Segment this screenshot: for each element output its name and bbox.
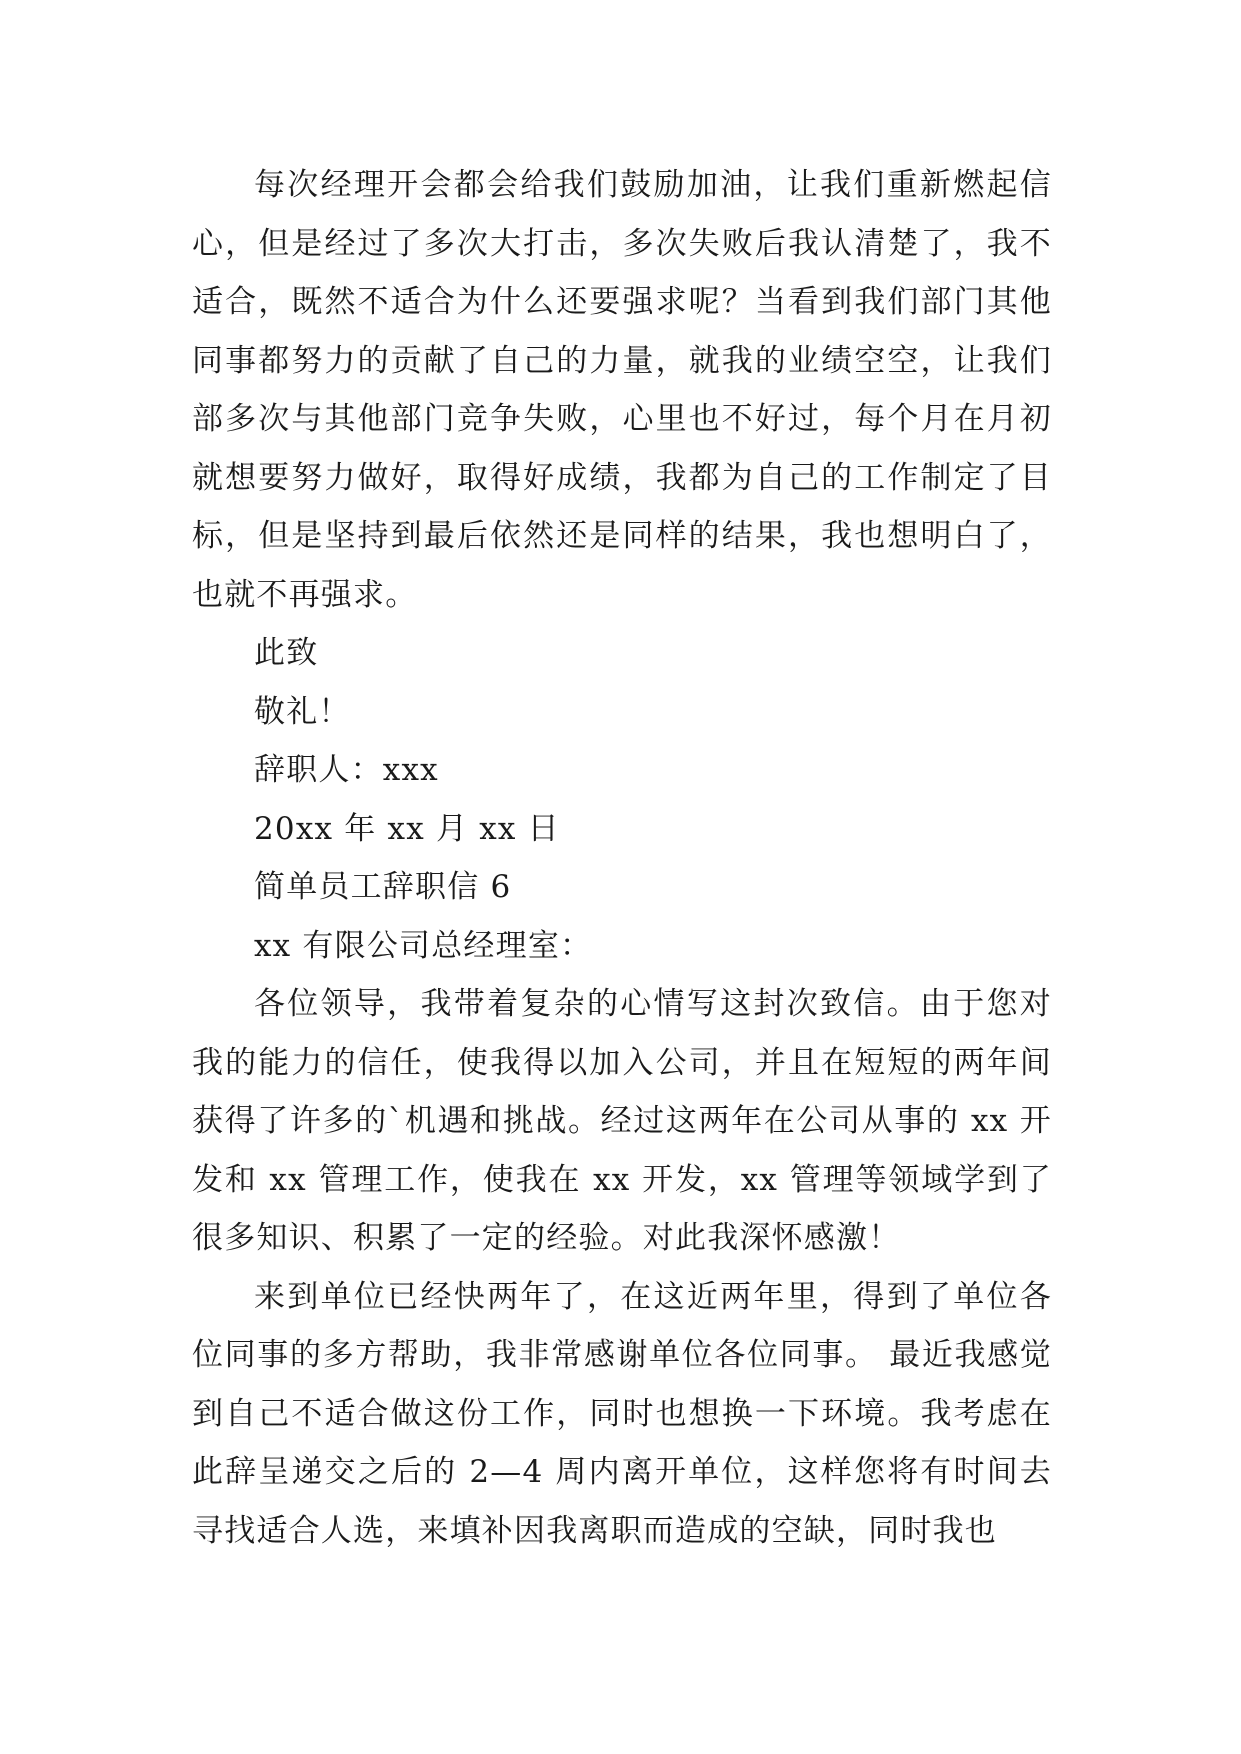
paragraph-resignation-notice: 来到单位已经快两年了，在这近两年里，得到了单位各位同事的多方帮助，我非常感谢单位各位同事。 最近我感觉到自己不适合做这份工作，同时也想换一下环境。我考虑在此辞呈递交之后的 2—4 周内离开单位，这样您将有时间去寻找适合人选，来填补因我离职而造成的空缺，同时我也 xyxy=(192,1278,1052,1549)
signature-line: 辞职人：xxx xyxy=(254,752,439,788)
section-title: 简单员工辞职信 6 xyxy=(254,869,512,905)
closing-ci-zhi: 此致 xyxy=(254,635,319,671)
document-body xyxy=(192,156,1052,1560)
date-line: 20xx 年 xx 月 xx 日 xyxy=(254,810,560,847)
paragraph-manager-encouragement: 每次经理开会都会给我们鼓励加油，让我们重新燃起信心，但是经过了多次大打击，多次失败后我认清楚了，我不适合，既然不适合为什么还要强求呢？当看到我们部门其他同事都努力的贡献了自己的力量，就我的业绩空空，让我们部多次与其他部门竞争失败，心里也不好过，每个月在月初就想要努力做好，取得好成绩，我都为自己的工作制定了目标，但是坚持到最后依然还是同样的结果，我也想明白了，也就不再强求。 xyxy=(192,167,1052,613)
paragraph-gratitude: 各位领导，我带着复杂的心情写这封次致信。由于您对我的能力的信任，使我得以加入公司，并且在短短的两年间获得了许多的`机遇和挑战。经过这两年在公司从事的 xx 开发和 xx 管理工作，使我在 xx 开发，xx 管理等领域学到了很多知识、积累了一定的经验。对此我深怀感激！ xyxy=(192,986,1052,1256)
salutation-line: xx 有限公司总经理室： xyxy=(254,927,593,964)
closing-jing-li: 敬礼！ xyxy=(254,693,351,730)
